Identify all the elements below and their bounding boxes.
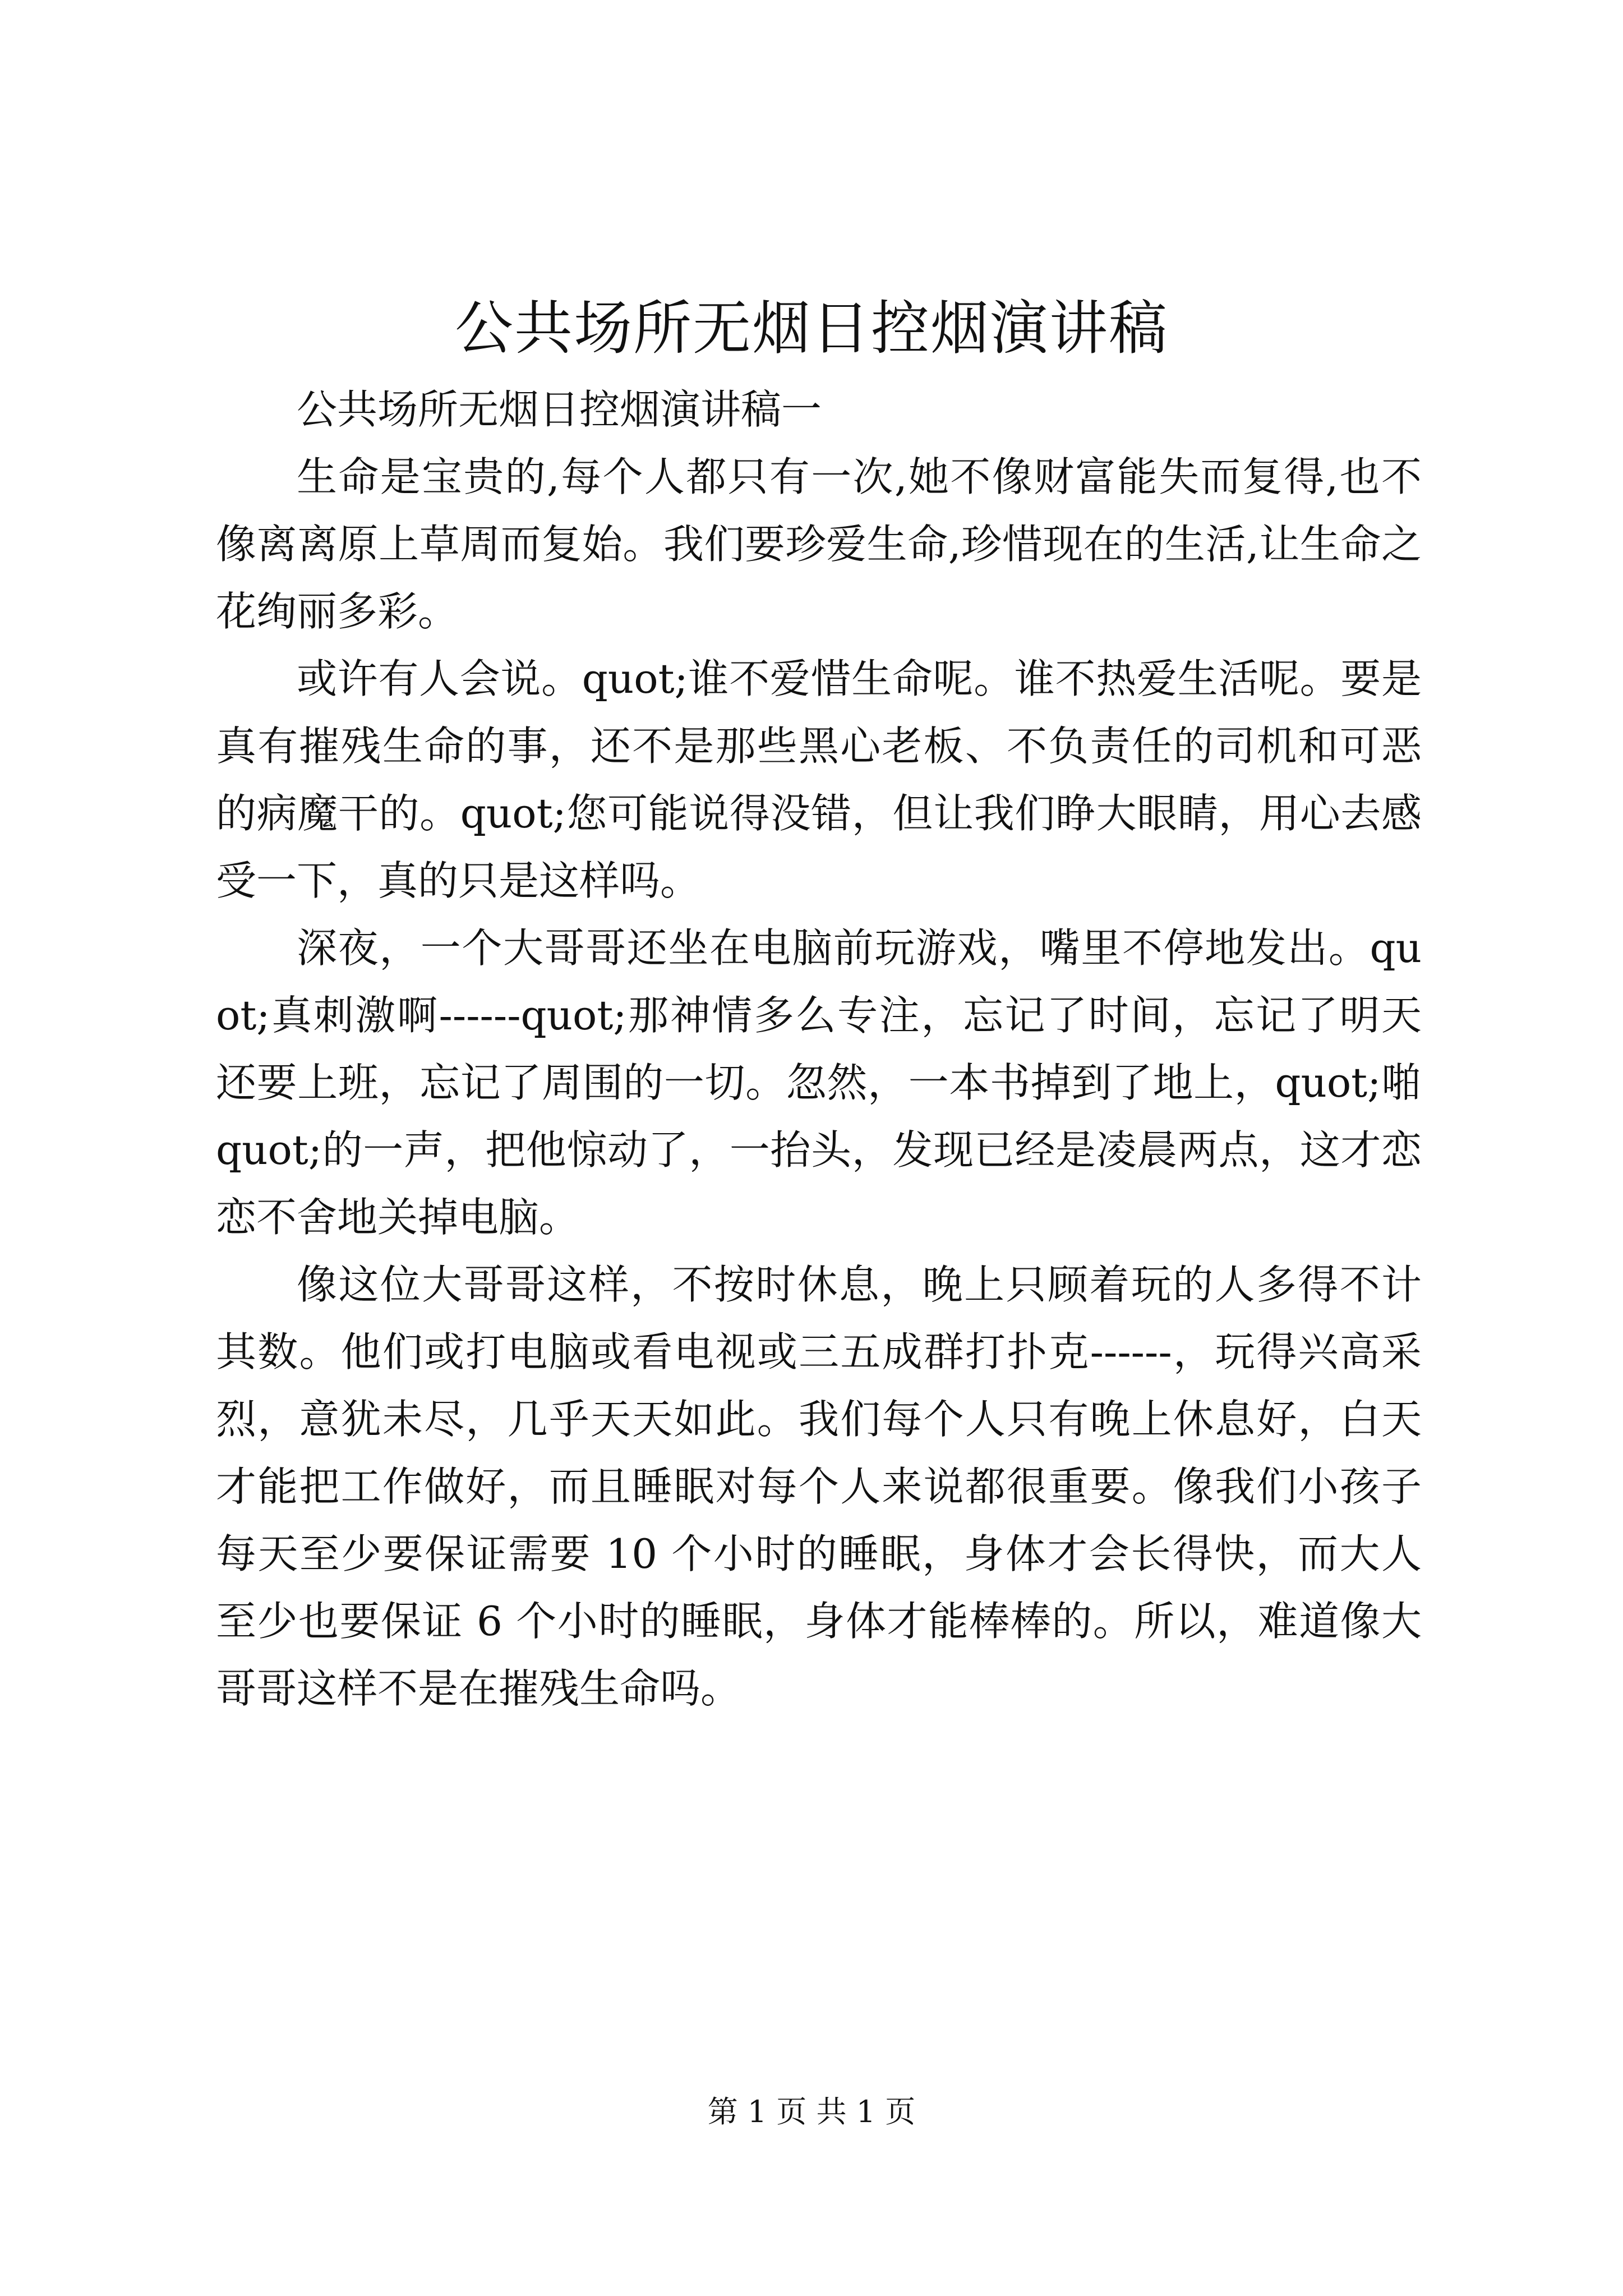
body-paragraph: 生命是宝贵的,每个人都只有一次,她不像财富能失而复得,也不像离离原上草周而复始。我们要珍爱生命,珍惜现在的生活,让生命之花绚丽多彩。 — [216, 453, 1422, 635]
document-title: 公共场所无烟日控烟演讲稿 — [454, 294, 1168, 362]
page-footer: 第 1 页 共 1 页 — [707, 2094, 916, 2129]
body-paragraph: 像这位大哥哥这样，不按时休息，晚上只顾着玩的人多得不计其数。他们或打电脑或看电视或三五成群打扑克------，玩得兴高采烈，意犹未尽，几乎天天如此。我们每个人只有晚上休息好，白天才能把工作做好，而且睡眠对每个人来说都很重要。像我们小孩子每天至少要保证需要 10 个小时的睡眠，身体才会长得快，而大人至少也要保证 6 个小时的睡眠，身体才能棒棒的。所以，难道像大哥哥这样不是在摧残生命吗。 — [216, 1261, 1422, 1712]
body-paragraph: 或许有人会说。quot;谁不爱惜生命呢。谁不热爱生活呢。要是真有摧残生命的事，还不是那些黑心老板、不负责任的司机和可恶的病魔干的。quot;您可能说得没错，但让我们睁大眼睛，用心去感受一下，真的只是这样吗。 — [216, 655, 1422, 904]
document-body — [216, 376, 1422, 1722]
subtitle-paragraph: 公共场所无烟日控烟演讲稿一 — [297, 386, 822, 433]
body-paragraph: 深夜，一个大哥哥还坐在电脑前玩游戏，嘴里不停地发出。quot;真刺激啊------quot;那神情多么专注，忘记了时间，忘记了明天还要上班，忘记了周围的一切。忽然，一本书掉到了地上，quot;啪 quot;的一声，把他惊动了，一抬头，发现已经是凌晨两点，这才恋恋不舍地关掉电脑。 — [216, 924, 1422, 1241]
